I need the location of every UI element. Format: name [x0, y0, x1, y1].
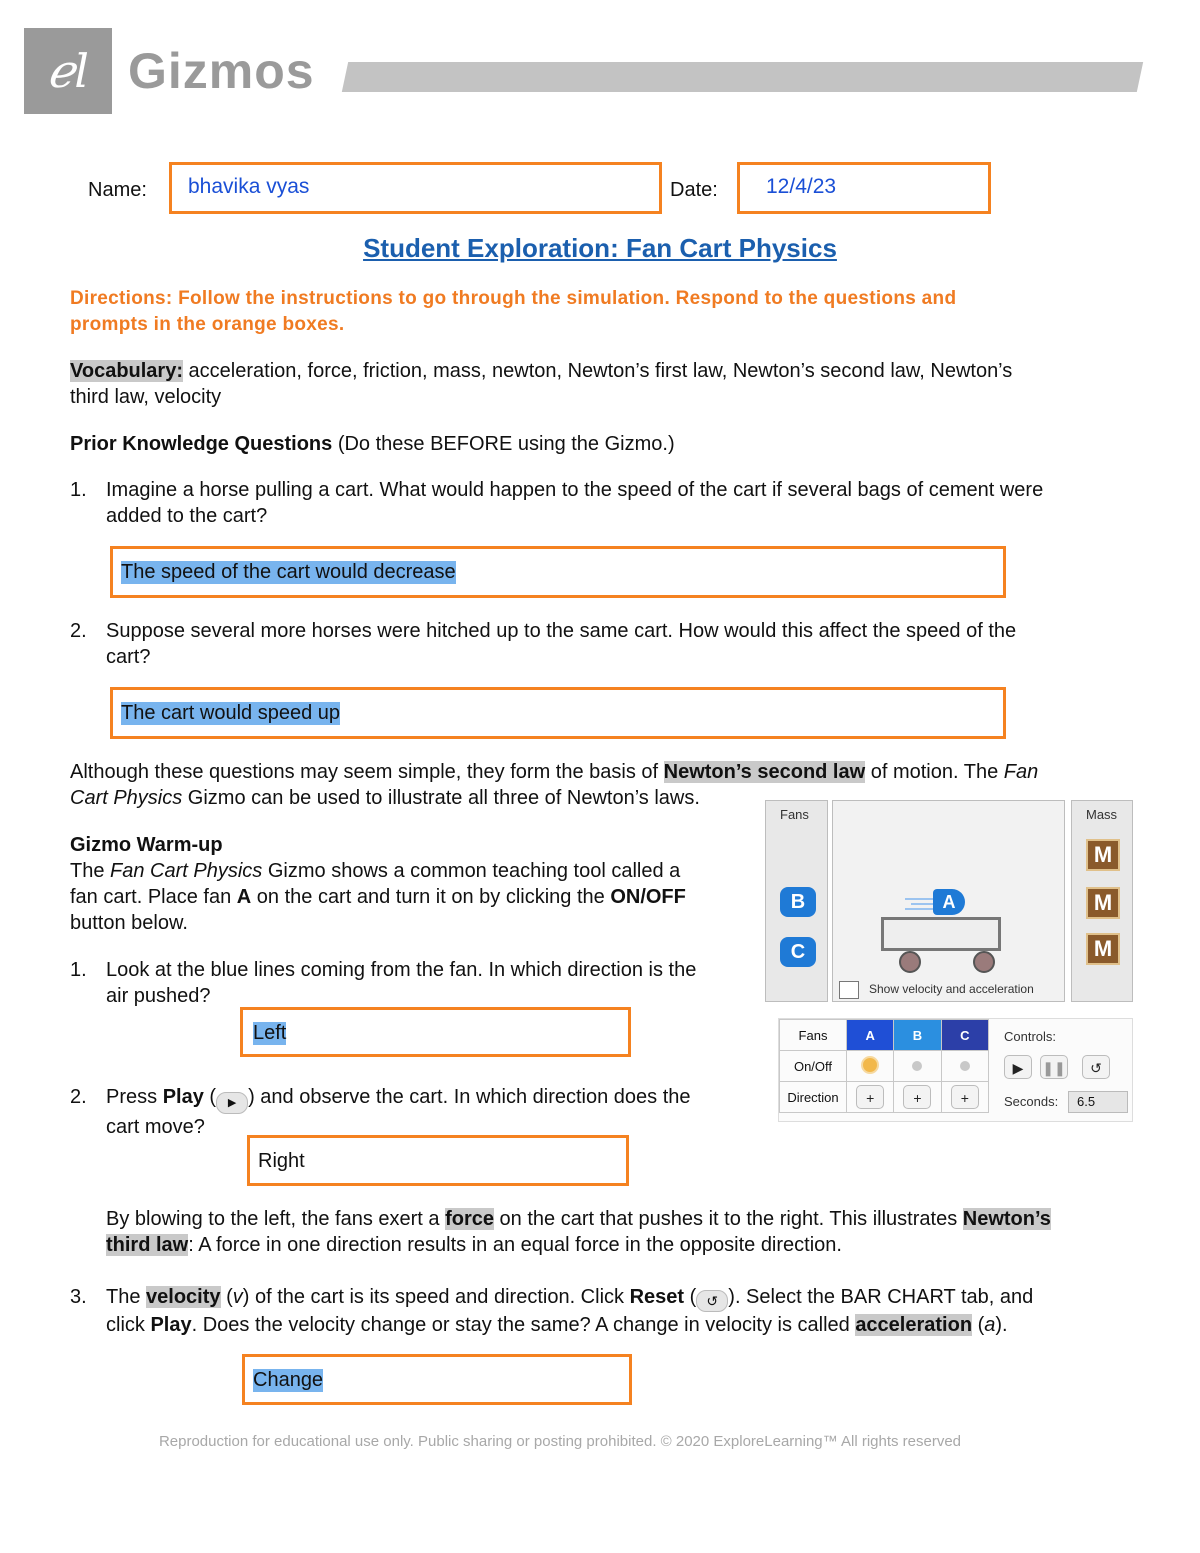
q3-text: . Does the velocity change or stay the same? A change in velocity is called: [191, 1314, 856, 1336]
prior-question-2: [106, 618, 1016, 670]
warmup-text: on the cart and turn it on by clicking the: [251, 886, 611, 908]
prior-note: (Do these BEFORE using the Gizmo.): [332, 433, 675, 455]
warmup-answer-2: Right: [258, 1150, 305, 1172]
cart-body: [881, 917, 1001, 951]
prior-heading-bold: Prior Knowledge Questions: [70, 433, 333, 455]
fan-a-onoff[interactable]: [847, 1051, 894, 1082]
acceleration-term: acceleration: [855, 1314, 973, 1336]
fans-label: Fans: [780, 807, 809, 822]
page-title: Student Exploration: Fan Cart Physics: [363, 233, 837, 263]
question-number: 2.: [70, 1086, 87, 1108]
prior-q2-line-2: cart?: [106, 646, 151, 668]
date-value: 12/4/23: [766, 175, 837, 198]
fan-b-onoff[interactable]: [894, 1051, 941, 1082]
warmup-answer-2-box[interactable]: [247, 1135, 629, 1186]
q2-text: (: [203, 1086, 217, 1108]
prior-knowledge-heading: [70, 431, 675, 457]
para-text: : A force in one direction results in an equal force in the opposite direction.: [188, 1234, 842, 1256]
fan-table: [779, 1019, 989, 1113]
fan-b-direction[interactable]: +: [894, 1082, 941, 1113]
date-field[interactable]: [737, 162, 991, 214]
intro-text-1: Although these questions may seem simple, they form the basis of: [70, 761, 664, 783]
prior-question-1: [106, 477, 1043, 529]
q2-line-2: cart move?: [106, 1116, 205, 1138]
intro-text-2: of motion. The: [865, 761, 1004, 783]
reset-icon: ↺: [696, 1290, 728, 1312]
prior-answer-1-box[interactable]: [110, 546, 1006, 598]
vocabulary-list-2: third law, velocity: [70, 386, 222, 408]
q3-text: ). Select the BAR CHART tab, and: [728, 1286, 1034, 1308]
reset-button[interactable]: ↺: [1082, 1055, 1110, 1079]
prior-answer-1: The speed of the cart would decrease: [121, 561, 456, 583]
seconds-value: 6.5: [1068, 1091, 1128, 1113]
fan-a-ref: A: [236, 886, 252, 908]
newtons-second-law-term: Newton’s second law: [663, 761, 866, 783]
wheel-icon: [899, 951, 921, 973]
play-ref: Play: [150, 1314, 192, 1336]
question-number: 1.: [70, 479, 87, 501]
warmup-text: Gizmo shows a common teaching tool called a: [262, 860, 681, 882]
col-b-header: B: [894, 1020, 941, 1051]
intro-italic-2: Cart Physics: [70, 787, 183, 809]
warmup-answer-1-box[interactable]: [240, 1007, 631, 1057]
q3-text: ) of the cart is its speed and direction. Click: [242, 1286, 630, 1308]
air-lines-icon: [905, 896, 935, 912]
mass-block-icon[interactable]: M: [1086, 933, 1120, 965]
controls-label: Controls:: [1004, 1029, 1057, 1044]
prior-answer-2: The cart would speed up: [121, 702, 341, 724]
table-onoff-label: On/Off: [780, 1051, 847, 1082]
q3-text: click: [106, 1314, 151, 1336]
header-bar: [342, 62, 1143, 92]
mass-panel: [1071, 800, 1133, 1002]
warmup-question-2: [106, 1084, 691, 1140]
para-text: on the cart that pushes it to the right. This illustrates: [494, 1208, 963, 1230]
newtons-term: Newton’s: [962, 1208, 1051, 1230]
mass-block-icon[interactable]: M: [1086, 839, 1120, 871]
prior-q1-line-2: added to the cart?: [106, 505, 268, 527]
vocabulary-label: Vocabulary:: [70, 360, 183, 382]
directions-line-1: Directions: Follow the instructions to go through the simulation. Respond to the questions and: [70, 288, 957, 309]
prior-answer-2-box[interactable]: [110, 687, 1006, 739]
force-term: force: [445, 1208, 494, 1230]
date-label: Date:: [670, 179, 718, 201]
warmup-text: The: [70, 860, 111, 882]
warmup-answer-1: Left: [253, 1022, 287, 1044]
warmup-q1-line-2: air pushed?: [106, 985, 211, 1007]
third-law-paragraph: [106, 1206, 1146, 1258]
mass-label: Mass: [1086, 807, 1118, 822]
warmup-q1-line-1: Look at the blue lines coming from the fan. In which direction is the: [106, 959, 697, 981]
warmup-intro: [70, 832, 760, 936]
prior-q1-line-1: Imagine a horse pulling a cart. What would happen to the speed of the cart if several bags of cement were: [106, 479, 1044, 501]
footer-text: Reproduction for educational use only. Public sharing or posting prohibited. © 2020 ExploreLearning™ All rights reserved: [158, 1433, 962, 1450]
table-direction-label: Direction: [780, 1082, 847, 1113]
controls-panel: [778, 1018, 1133, 1122]
fan-c-button[interactable]: C: [780, 937, 816, 967]
col-a-header: A: [847, 1020, 894, 1051]
onoff-ref: ON/OFF: [610, 886, 686, 908]
vocabulary: [70, 358, 1012, 410]
explorelearning-logo-icon: ℯl: [47, 44, 89, 98]
warmup-gizmo-name: Fan Cart Physics: [110, 860, 263, 882]
vocabulary-list-1: acceleration, force, friction, mass, newton, Newton’s first law, Newton’s second law, Newton’s: [183, 360, 1013, 382]
q3-text: (: [684, 1286, 697, 1308]
directions: [70, 286, 956, 338]
table-fans-header: Fans: [780, 1020, 847, 1051]
seconds-label: Seconds:: [1004, 1094, 1059, 1109]
question-number: 1.: [70, 959, 87, 981]
v-symbol: v: [232, 1286, 243, 1308]
fans-panel: [765, 800, 828, 1002]
fan-a-direction[interactable]: +: [847, 1082, 894, 1113]
q2-text: Press: [106, 1086, 163, 1108]
directions-line-2: prompts in the orange boxes.: [70, 314, 345, 335]
q3-text: (: [220, 1286, 233, 1308]
warmup-question-3: [106, 1284, 1146, 1338]
name-field[interactable]: [169, 162, 662, 214]
q3-text: (: [972, 1314, 985, 1336]
warmup-text: button below.: [70, 912, 188, 934]
fan-c-direction[interactable]: +: [941, 1082, 988, 1113]
play-ref: Play: [162, 1086, 204, 1108]
fan-b-button[interactable]: B: [780, 887, 816, 917]
name-value: bhavika vyas: [188, 175, 310, 198]
question-number: 2.: [70, 620, 87, 642]
third-law-term: third law: [106, 1234, 189, 1256]
a-symbol: a: [984, 1314, 996, 1336]
prior-q2-line-1: Suppose several more horses were hitched up to the same cart. How would this affect the speed of the: [106, 620, 1017, 642]
wheel-icon: [973, 951, 995, 973]
q3-text: The: [106, 1286, 147, 1308]
warmup-answer-3: Change: [253, 1369, 324, 1391]
play-button[interactable]: ▶: [1004, 1055, 1032, 1079]
para-text: By blowing to the left, the fans exert a: [106, 1208, 446, 1230]
sim-canvas: [832, 800, 1065, 1002]
reset-ref: Reset: [629, 1286, 685, 1308]
col-c-header: C: [941, 1020, 988, 1051]
name-label: Name:: [88, 179, 147, 201]
intro-text-3: Gizmo can be used to illustrate all three of Newton’s laws.: [182, 787, 700, 809]
show-velocity-checkbox[interactable]: [839, 981, 859, 999]
question-number: 3.: [70, 1286, 87, 1308]
fan-c-onoff[interactable]: [941, 1051, 988, 1082]
velocity-term: velocity: [146, 1286, 221, 1308]
brand-name: Gizmos: [128, 43, 315, 99]
pause-button[interactable]: ❚❚: [1040, 1055, 1068, 1079]
q2-text: ) and observe the cart. In which direction does the: [248, 1086, 691, 1108]
warmup-answer-3-box[interactable]: [242, 1354, 632, 1405]
warmup-text: fan cart. Place fan: [70, 886, 237, 908]
intro-italic-1: Fan: [1003, 761, 1039, 783]
mass-block-icon[interactable]: M: [1086, 887, 1120, 919]
q3-text: ).: [995, 1314, 1008, 1336]
warmup-question-1: [106, 957, 696, 1009]
fan-a-icon: A: [933, 889, 965, 915]
show-velocity-label: Show velocity and acceleration: [869, 982, 1034, 996]
play-icon: ▶: [216, 1092, 248, 1114]
warmup-heading: Gizmo Warm-up: [70, 834, 223, 856]
